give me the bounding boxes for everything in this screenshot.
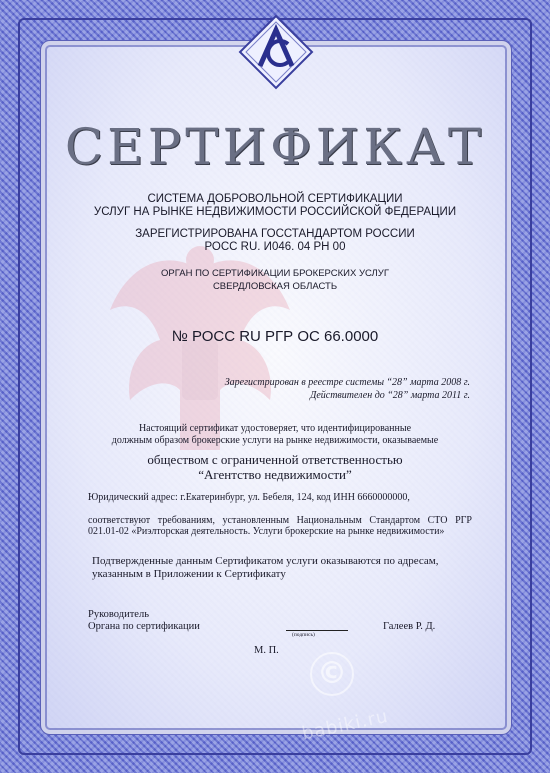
signer-name: Галеев Р. Д.: [383, 621, 436, 632]
company-type: обществом с ограниченной ответственностью: [147, 452, 403, 467]
watermark-text: babiki.ru: [300, 705, 391, 745]
system-reg-code: РОСС RU. И046. 04 РН 00: [204, 241, 346, 253]
organ-line-1: ОРГАН ПО СЕРТИФИКАЦИИ БРОКЕРСКИХ УСЛУГ: [161, 268, 389, 279]
rgr-logo-icon: [238, 14, 314, 90]
company-name: “Агентство недвижимости”: [198, 467, 352, 482]
standard-compliance: соответствуют требованиям, установленным Национальным Стандартом СТО РГР 021.01-02 «Риэлторская деятельность. Услуги брокерские на рынке недвижимости»: [88, 515, 472, 537]
organ-label: Органа по сертификации: [88, 621, 200, 632]
head-label: Руководитель: [88, 609, 149, 620]
body-line-2: должным образом брокерские услуги на рынке недвижимости, оказываемые: [111, 435, 439, 446]
organ-line-2: СВЕРДЛОВСКАЯ ОБЛАСТЬ: [212, 281, 338, 292]
system-line-1: СИСТЕМА ДОБРОВОЛЬНОЙ СЕРТИФИКАЦИИ: [147, 193, 403, 205]
system-line-2: УСЛУГ НА РЫНКЕ НЕДВИЖИМОСТИ РОССИЙСКОЙ ФЕДЕРАЦИИ: [93, 206, 457, 218]
body-line-1: Настоящий сертификат удостоверяет, что идентифицированные: [138, 423, 412, 434]
stamp-label: М. П.: [254, 645, 279, 656]
registry-date: Зарегистрирован в реестре системы “28” марта 2008 г.: [224, 377, 470, 388]
system-registered: ЗАРЕГИСТРИРОВАНА ГОССТАНДАРТОМ РОССИИ: [135, 228, 415, 240]
copyright-watermark-icon: ©: [310, 652, 354, 696]
certificate-number: № РОСС RU РГР ОС 66.0000: [171, 328, 379, 345]
legal-address: Юридический адрес: г.Екатеринбург, ул. Бебеля, 124, код ИНН 6660000000,: [88, 492, 410, 503]
confirmed-services: Подтвержденные данным Сертификатом услуги оказываются по адресам, указанным в Приложении к Сертификату: [92, 555, 439, 580]
certificate-title: СЕРТИФИКАТ: [64, 118, 486, 176]
signature-hint: (подпись): [292, 632, 315, 638]
signature-line: [286, 630, 348, 631]
valid-until: Действителен до “28” марта 2011 г.: [309, 390, 470, 401]
